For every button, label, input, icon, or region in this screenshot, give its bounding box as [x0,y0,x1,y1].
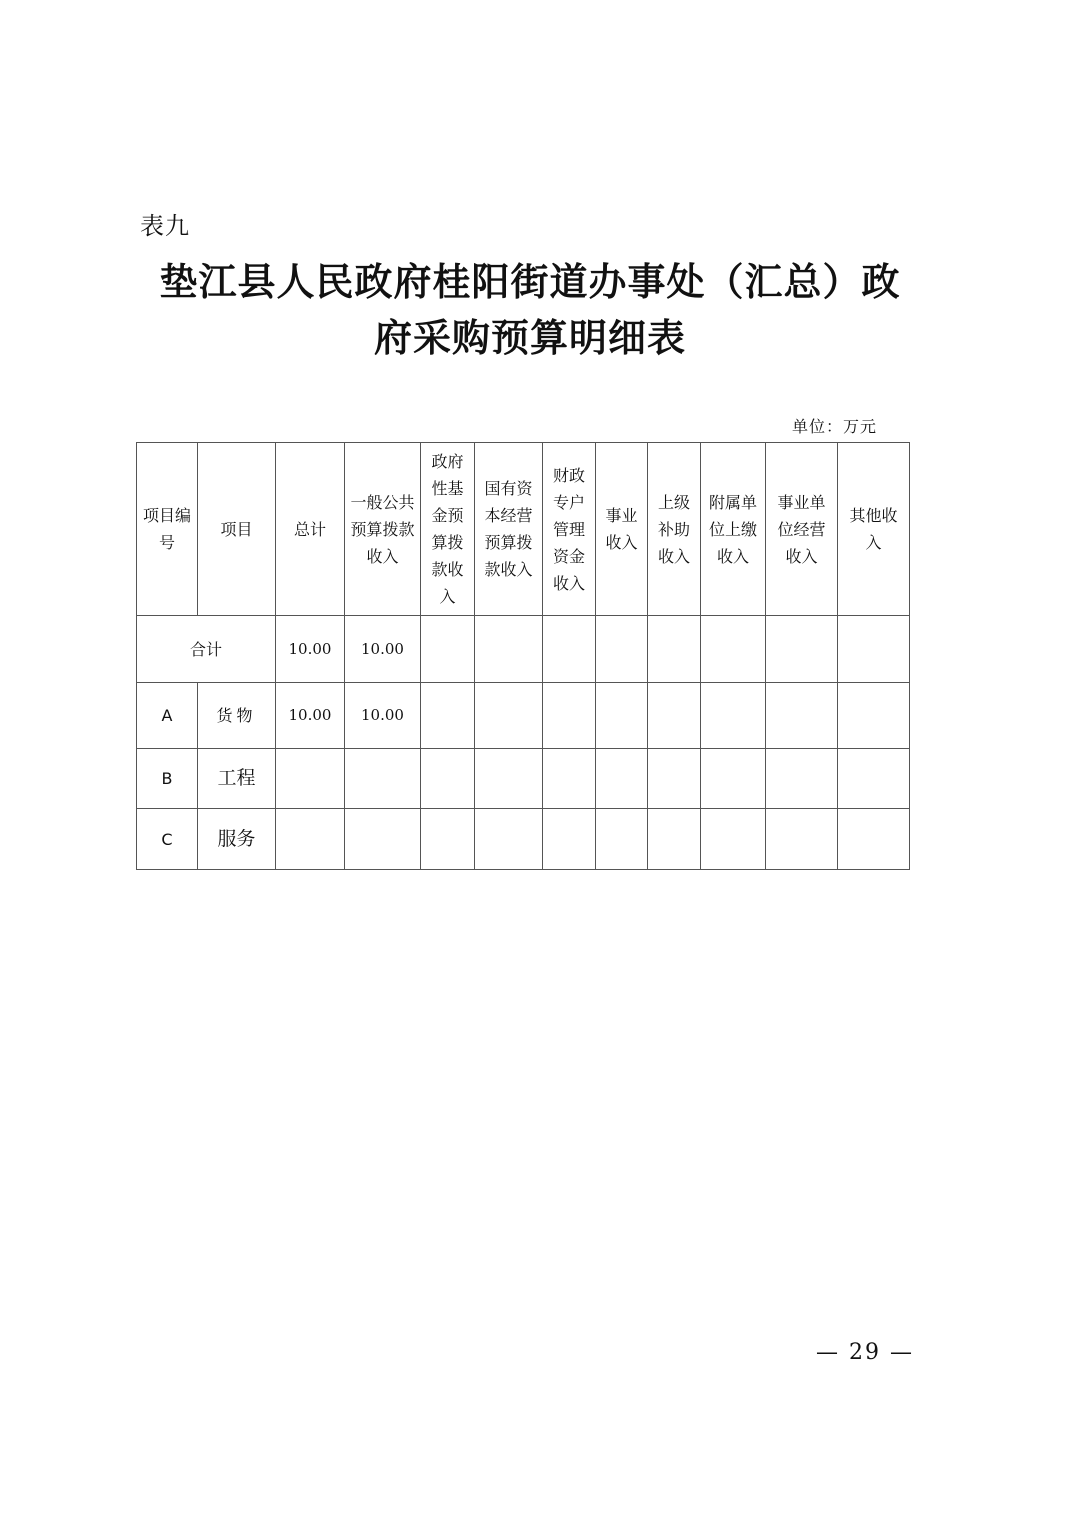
empty-cell [543,683,596,749]
table-header-row [137,443,910,616]
document-title [130,254,930,366]
empty-cell [475,749,543,809]
row-code: A [137,683,198,749]
empty-cell [475,809,543,870]
header-operating-income: 事业单位经营收入 [766,443,838,616]
empty-cell [838,809,910,870]
table-row [137,683,910,749]
empty-cell [421,749,475,809]
empty-cell [475,616,543,683]
header-special-account: 财政专户管理资金收入 [543,443,596,616]
row-general-budget [345,809,421,870]
empty-cell [543,749,596,809]
empty-cell [766,749,838,809]
empty-cell [543,616,596,683]
header-state-capital: 国有资本经营预算拨款收入 [475,443,543,616]
empty-cell [596,809,648,870]
header-affiliated-turnover: 附属单位上缴收入 [701,443,766,616]
empty-cell [838,616,910,683]
empty-cell [421,616,475,683]
row-total: 10.00 [276,683,345,749]
empty-cell [475,683,543,749]
table-row [137,749,910,809]
empty-cell [596,616,648,683]
total-label: 合计 [137,616,276,683]
empty-cell [766,809,838,870]
empty-cell [766,683,838,749]
row-item: 货物 [198,683,276,749]
total-general-budget: 10.00 [345,616,421,683]
header-total: 总计 [276,443,345,616]
empty-cell [701,616,766,683]
empty-cell [648,683,701,749]
empty-cell [421,683,475,749]
procurement-budget-table [136,442,910,870]
header-superior-subsidy: 上级补助收入 [648,443,701,616]
row-total [276,809,345,870]
total-row [137,616,910,683]
empty-cell [596,749,648,809]
empty-cell [701,809,766,870]
unit-note: 单位：万元 [792,417,878,436]
table-row [137,809,910,870]
empty-cell [648,809,701,870]
title-line-1: 垫江县人民政府桂阳街道办事处（汇总）政 [159,259,901,304]
header-project-code: 项目编号 [137,443,198,616]
row-code: C [137,809,198,870]
row-total [276,749,345,809]
header-other-income: 其他收入 [838,443,910,616]
row-item: 服务 [198,809,276,870]
row-item: 工程 [198,749,276,809]
row-code: B [137,749,198,809]
header-gov-fund: 政府性基金预算拨款收入 [421,443,475,616]
row-general-budget: 10.00 [345,683,421,749]
empty-cell [838,683,910,749]
empty-cell [596,683,648,749]
table-label: 表九 [140,212,190,240]
empty-cell [421,809,475,870]
title-line-2: 府采购预算明细表 [373,315,686,360]
header-general-budget: 一般公共预算拨款收入 [345,443,421,616]
empty-cell [701,749,766,809]
header-project: 项目 [198,443,276,616]
header-business-income: 事业收入 [596,443,648,616]
empty-cell [648,749,701,809]
total-sum: 10.00 [276,616,345,683]
empty-cell [838,749,910,809]
page-number: — 29 — [816,1340,914,1365]
empty-cell [701,683,766,749]
row-general-budget [345,749,421,809]
empty-cell [648,616,701,683]
empty-cell [543,809,596,870]
empty-cell [766,616,838,683]
